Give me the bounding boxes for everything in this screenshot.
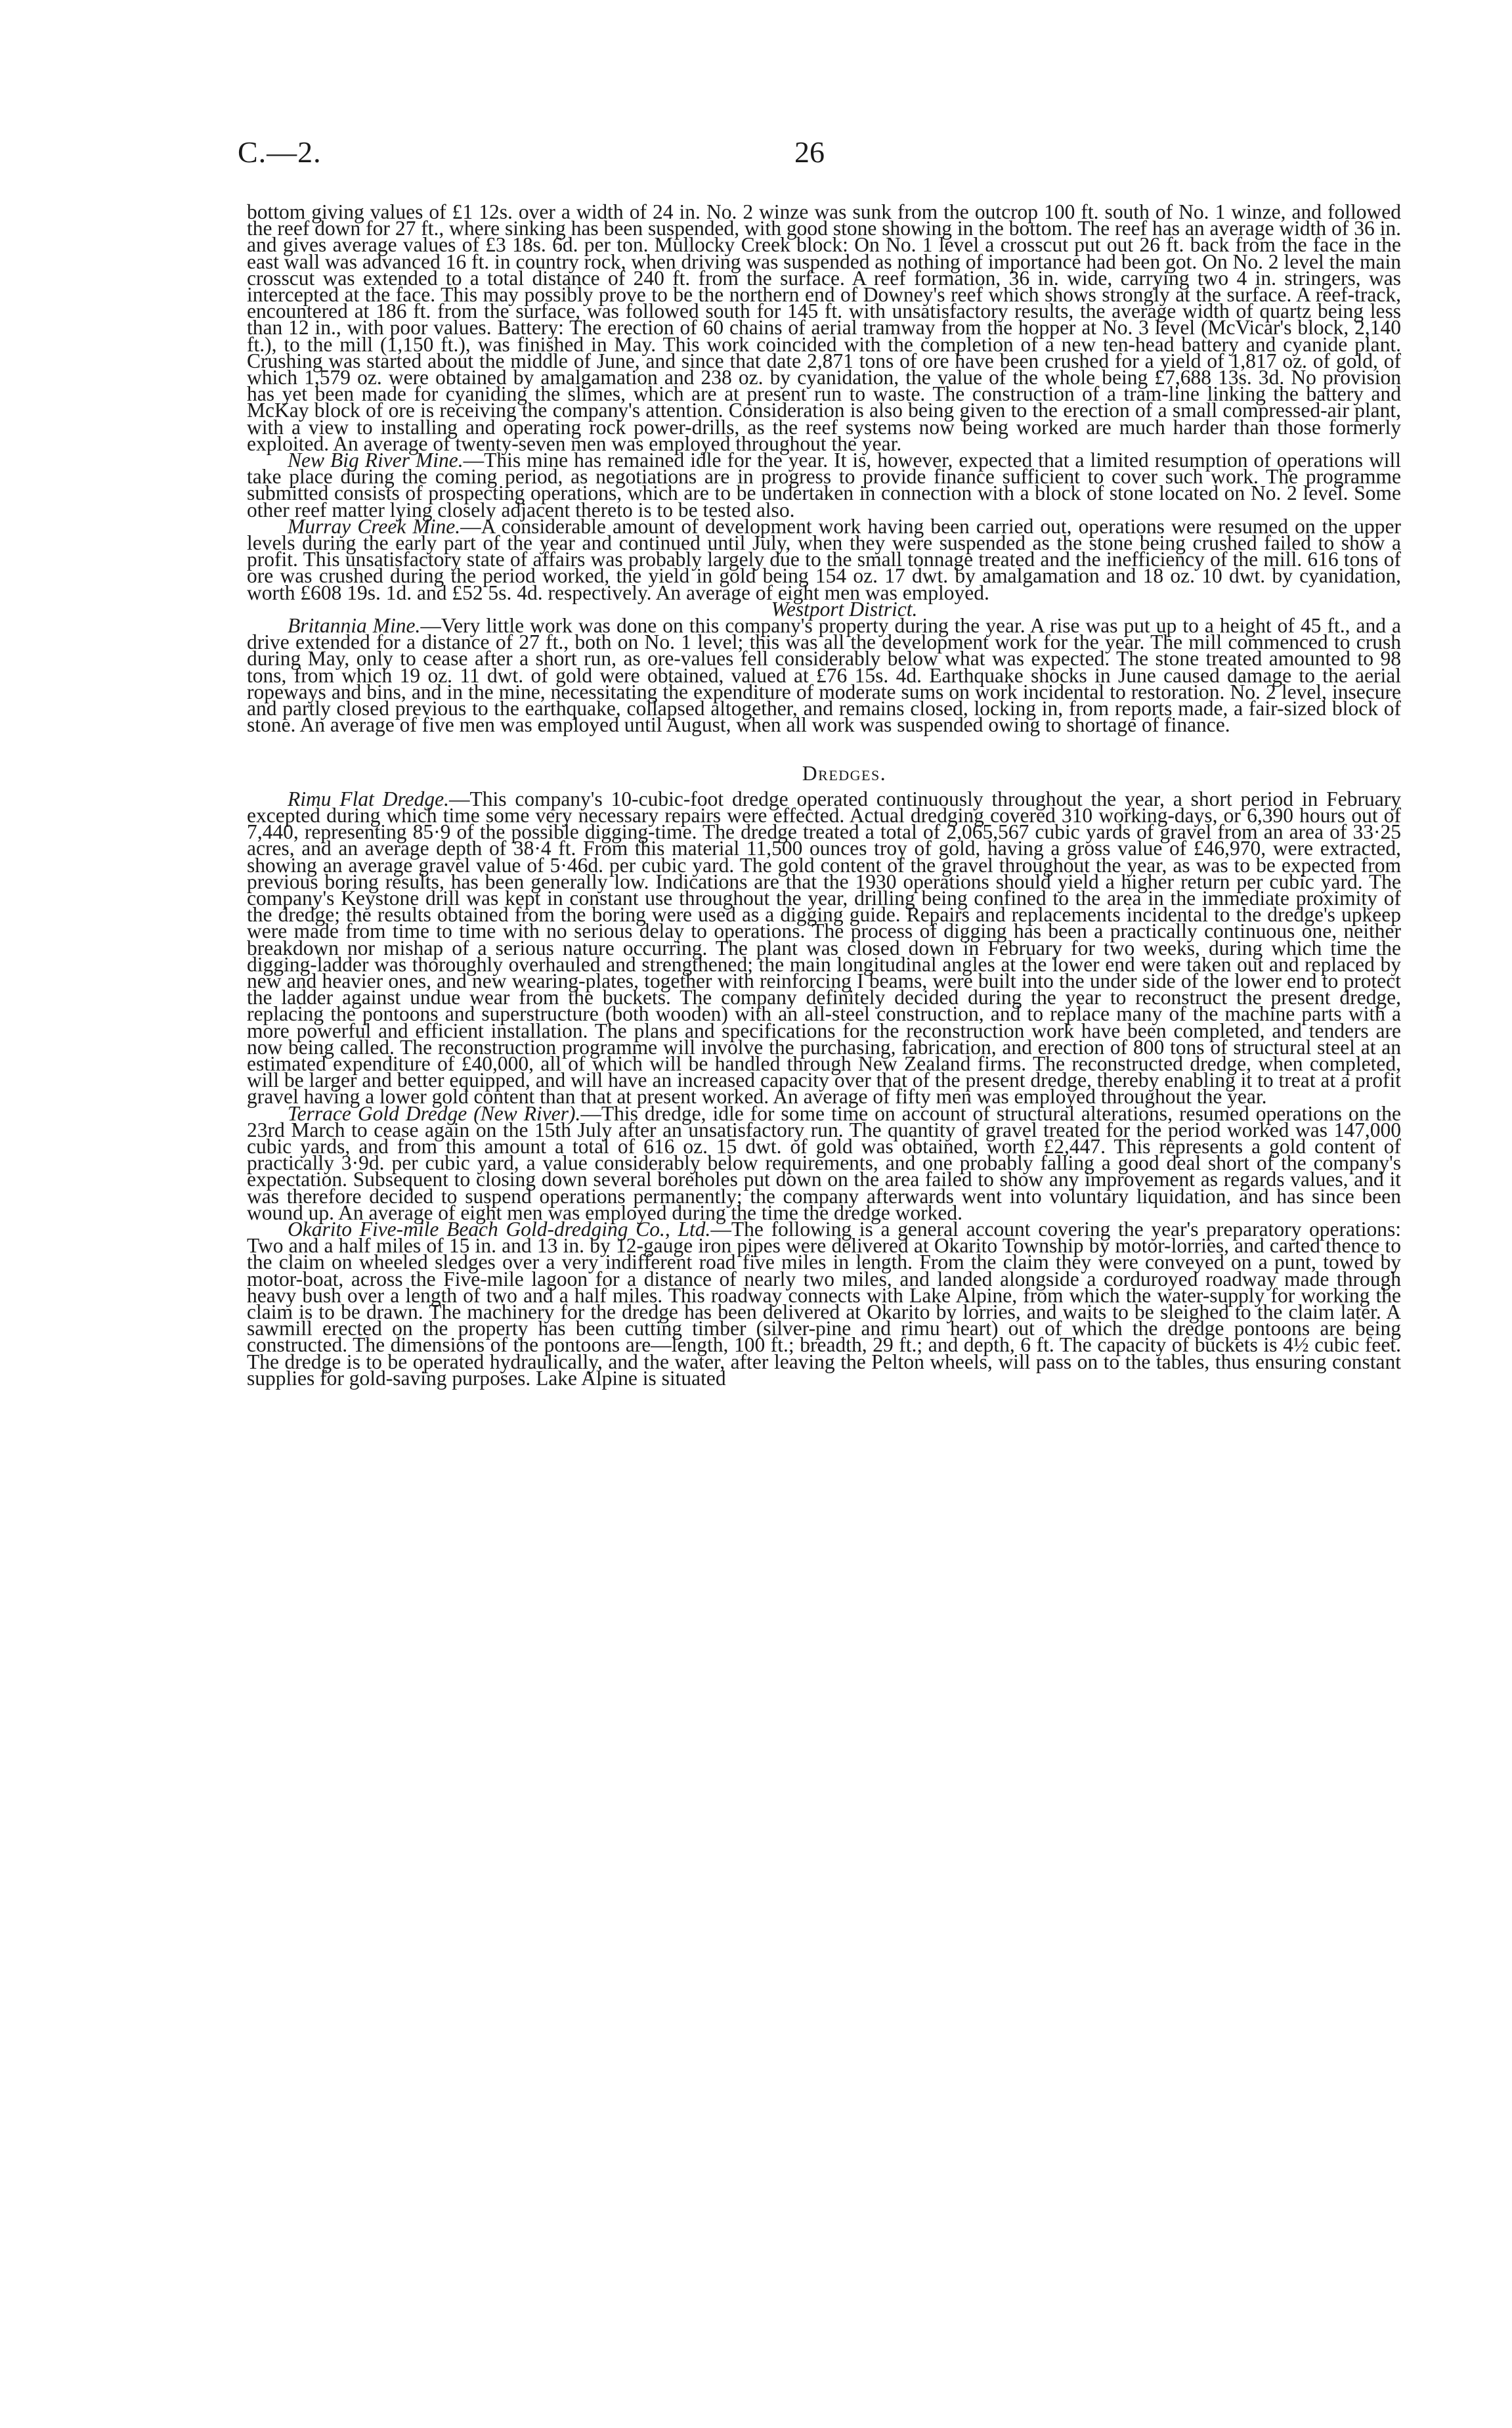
- paragraph-okarito-dredging: [247, 1217, 1402, 1390]
- section-heading-dredges: Dredges.: [802, 761, 887, 785]
- paragraph-continued: [247, 200, 1401, 455]
- paragraph-title: Terrace Gold Dredge (New River).: [288, 1101, 581, 1125]
- paragraph-text: —This dredge, idle for some time on account of structural alterations, resumed operations on the 23rd March to cease again on the 15th July after an unsatisfactory run. The quantity of gravel treated for the period worked was 147,000 cubic yards, and from this amount a total of 616 oz. 15 dwt. of gold was obtained, worth £2,447. This represents a gold content of practically 3·9d. per cubic yard, a value considerably below requirements, and one probably falling a good deal short of the company's expectation. Subsequent to closing down several boreholes put down on the area failed to show any improvement as regards values, and it was therefore decided to suspend operations permanently; the company afterwards went into voluntary liquidation, and has since been wound up. An average of eight men was employed during the time the dredge worked.: [247, 1101, 1401, 1224]
- document-code: C.—2.: [238, 135, 322, 169]
- paragraph-text: —Very little work was done on this company's property during the year. A rise was put up to a height of 45 ft., and a drive extended for a distance of 27 ft., both on No. 1 level; this was all the development work for the year. The mill commenced to crush during May, only to cease after a short run, as ore-values fell considerably below what was expected. The stone treated amounted to 98 tons, from which 19 oz. 11 dwt. of gold were obtained, valued at £76 15s. 4d. Earthquake shocks in June caused damage to the aerial ropeways and bins, and in the mine, necessitating the expenditure of moderate sums on work incidental to restoration. No. 2 level, insecure and partly closed previous to the earthquake, collapsed altogether, and remains closed, locking in, from reports made, a fair-sized block of stone. An average of five men was employed until August, when all work was suspended owing to shortage of finance.: [247, 614, 1401, 737]
- paragraph-title: Okarito Five-mile Beach Gold-dredging Co., Ltd.: [288, 1217, 711, 1241]
- paragraph-text: —This company's 10-cubic-foot dredge operated continuously throughout the year, a short period in February excepted during which time some very necessary repairs were effected. Actual dredging covered 310 working-days, or 6,390 hours out of 7,440, representing 85·9 of the possible digging-time. The dredge treated a total of 2,065,567 cubic yards of gravel from an area of 33·25 acres, and an average depth of 38·4 ft. From this material 11,500 ounces troy of gold, having a gross value of £46,970, were extracted, showing an average gravel value of 5·46d. per cubic yard. The gold content of the gravel throughout the year, as was to be expected from previous boring results, has been generally low. Indications are that the 1930 operations should yield a higher return per cubic yard. The company's Keystone drill was kept in constant use throughout the year, drilling being confined to the area in the immediate proximity of the dredge; the results obtained from the boring were used as a digging guide. Repairs and replacements incidental to the dredge's upkeep were made from time to time with no serious delay to operations. The process of digging has been a practically continuous one, neither breakdown nor mishap of a serious nature occurring. The plant was closed down in February for two weeks, during which time the digging-ladder was thoroughly overhauled and strengthened; the main longitudinal angles at the lower end were taken out and replaced by new and heavier ones, and new wearing-plates, together with reinforcing I beams, were built into the under side of the lower end to protect the ladder against undue wear from the buckets. The company definitely decided during the year to reconstruct the present dredge, replacing the pontoons and superstructure (both wooden) with an all-steel construction, and to replace many of the machine parts with a more powerful and efficient installation. The plans and specifications for the reconstruction work have been completed, and tenders are now being called. The reconstruction programme will involve the purchasing, fabrication, and erection of 800 tons of structural steel at an estimated expenditure of £40,000, all of which will be handled through New Zealand firms. The reconstructed dredge, when completed, will be larger and better equipped, and will have an increased capacity over that of the present dredge, thereby enabling it to treat at a profit gravel having a lower gold content than that at present worked. An average of fifty men was employed throughout the year.: [247, 787, 1401, 1109]
- body-text: [247, 200, 1402, 1390]
- section-heading-westport: Westport District.: [771, 597, 918, 621]
- paragraph-text: —This mine has remained idle for the year. It is, however, expected that a limited resumption of operations will take place during the coming period, as negotiations are in progress to provide finance sufficient to cover such work. The programme submitted consists of prospecting operations, which are to be undertaken in connection with a block of stone located on No. 2 level. Some other reef matter lying closely adjacent thereto is to be tested also.: [247, 449, 1401, 521]
- paragraph-rimu-flat-dredge: [247, 787, 1401, 1109]
- paragraph-title: Rimu Flat Dredge.: [288, 787, 449, 810]
- paragraph-title: Britannia Mine.: [288, 614, 421, 638]
- paragraph-britannia-mine: [247, 614, 1401, 737]
- paragraph-text: bottom giving values of £1 12s. over a width of 24 in. No. 2 winze was sunk from the outcrop 100 ft. south of No. 1 winze, and followed the reef down for 27 ft., where sinking has been suspended, with good stone showing in the bottom. The reef has an average width of 36 in. and gives average values of £3 18s. 6d. per ton. Mullocky Creek block: On No. 1 level a crosscut put out 26 ft. back from the face in the east wall was advanced 16 ft. in country rock, when driving was suspended as nothing of importance had been got. On No. 2 level the main crosscut was extended to a total distance of 240 ft. from the surface. A reef formation, 36 in. wide, carrying two 4 in. stringers, was intercepted at the face. This may possibly prove to be the northern end of Downey's reef which shows strongly at the surface. A reef-track, encountered at 186 ft. from the surface, was followed south for 145 ft. with unsatisfactory results, the average width of quartz being less than 12 in., with poor values. Battery: The erection of 60 chains of aerial tramway from the hopper at No. 3 level (McVicar's block, 2,140 ft.), to the mill (1,150 ft.), was finished in May. This work coincided with the completion of a new ten-head battery and cyanide plant. Crushing was started about the middle of June, and since that date 2,871 tons of ore have been crushed for a yield of 1,817 oz. of gold, of which 1,579 oz. were obtained by amalgamation and 238 oz. by cyanidation, the value of the whole being £7,688 13s. 3d. No provision has yet been made for cyaniding the slimes, which are at present run to waste. The construction of a tram-line linking the battery and McKay block of ore is receiving the company's attention. Consideration is also being given to the erection of a small compressed-air plant, with a view to installing and operating rock power-drills, as the reef systems now being worked are much harder than those formerly exploited. An average of twenty-seven men was employed throughout the year.: [247, 200, 1401, 455]
- paragraph-title: Murray Creek Mine.: [288, 514, 461, 538]
- page-header: [238, 135, 1275, 174]
- paragraph-text: —The following is a general account covering the year's preparatory operations: Two and a half miles of 15 in. and 13 in. by 12-gauge iron pipes were delivered at Okarito Township by motor-lorries, and carted thence to the claim on wheeled sledges over a very indifferent road five miles in length. From the claim they were conveyed on a punt, towed by motor-boat, across the Five-mile lagoon for a distance of nearly two miles, and landed alongside a corduroyed roadway made through heavy bush over a length of two and a half miles. This roadway connects with Lake Alpine, from which the water-supply for working the claim is to be drawn. The machinery for the dredge has been delivered at Okarito by lorries, and waits to be sleighed to the claim later. A sawmill erected on the property has been cutting timber (silver-pine and rimu heart) out of which the dredge pontoons are being constructed. The dimensions of the pontoons are—length, 100 ft.; breadth, 29 ft.; and depth, 6 ft. The capacity of buckets is 4½ cubic feet. The dredge is to be operated hydraulically, and the water, after leaving the Pelton wheels, will pass on to the tables, thus ensuring constant supplies for gold-saving purposes. Lake Alpine is situated: [247, 1217, 1402, 1390]
- paragraph-title: New Big River Mine.: [288, 449, 464, 472]
- paragraph-terrace-gold-dredge: [247, 1101, 1401, 1224]
- paragraph-new-big-river-mine: [247, 449, 1401, 521]
- page-number: 26: [794, 135, 825, 169]
- paragraph-murray-creek-mine: [247, 514, 1401, 604]
- paragraph-text: —A considerable amount of development work having been carried out, operations were resumed on the upper levels during the early part of the year and continued until July, when they were suspended as the stone being crushed failed to show a profit. This unsatisfactory state of affairs was probably largely due to the small tonnage treated and the inefficiency of the mill. 616 tons of ore was crushed during the period worked, the yield in gold being 154 oz. 17 dwt. by amalgamation and 18 oz. 10 dwt. by cyanidation, worth £608 19s. 1d. and £52 5s. 4d. respectively. An average of eight men was employed.: [247, 514, 1401, 604]
